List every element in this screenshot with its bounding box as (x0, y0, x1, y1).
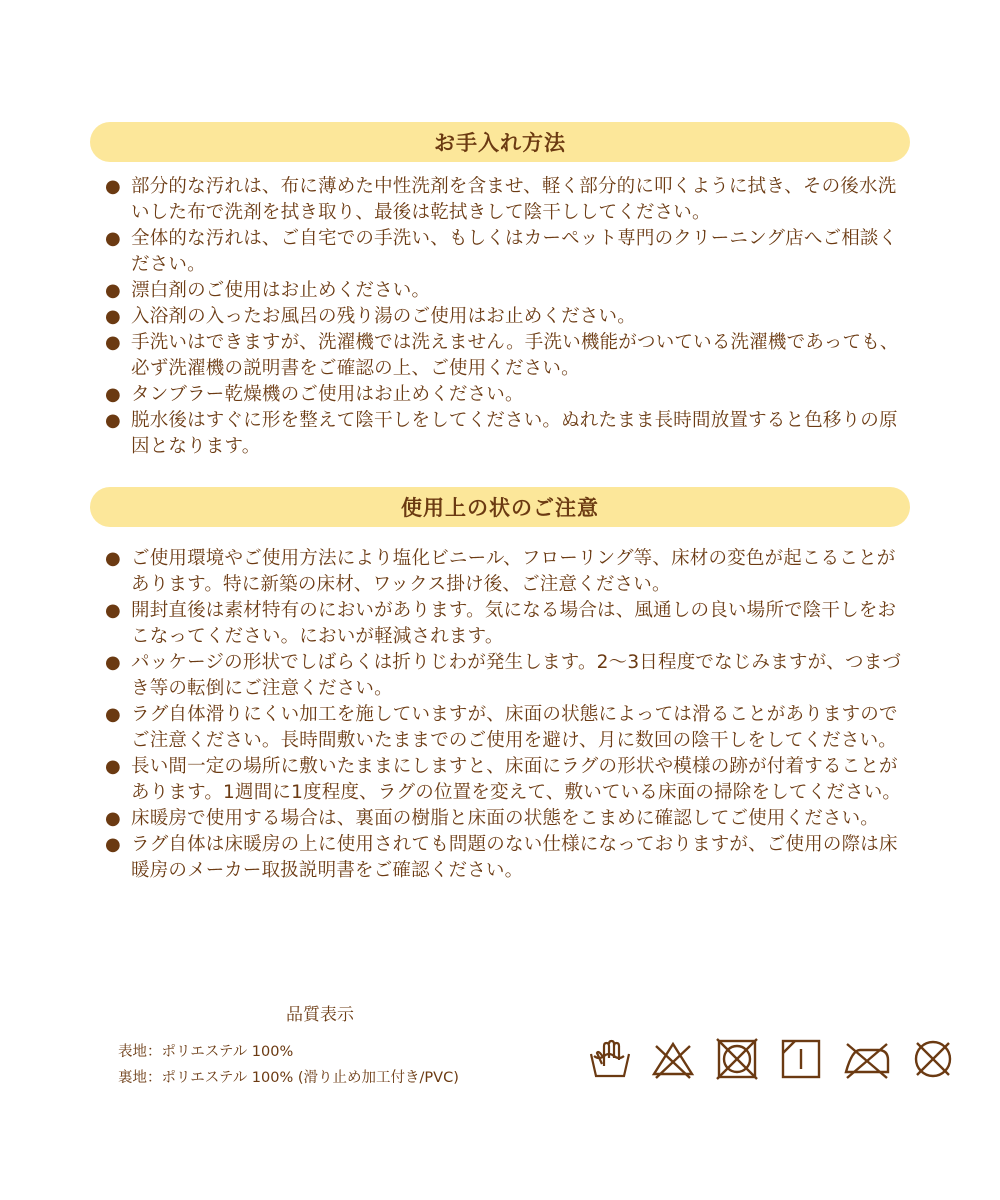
list-item: ● 床暖房で使用する場合は、裏面の樹脂と床面の状態をこまめに確認してご使用ください。 (105, 806, 905, 832)
care-section-header (90, 122, 910, 162)
list-item: ● パッケージの形状でしばらくは折りじわが発生します。2〜3日程度でなじみますが、つまづき等の転倒にご注意ください。 (105, 650, 905, 702)
usage-section-header (90, 487, 910, 527)
quality-title: 品質表示 (286, 1005, 354, 1025)
list-item: ● タンブラー乾燥機のご使用はお止めください。 (105, 382, 905, 408)
list-item: ● 入浴剤の入ったお風呂の残り湯のご使用はお止めください。 (105, 304, 905, 330)
list-item: ● ラグ自体滑りにくい加工を施していますが、床面の状態によっては滑ることがありますのでご注意ください。長時間敷いたままでのご使用を避け、月に数回の陰干しをしてください。 (105, 702, 905, 754)
list-item: ● 部分的な汚れは、布に薄めた中性洗剤を含ませ、軽く部分的に叩くように拭き、その後水洗いした布で洗剤を拭き取り、最後は乾拭きして陰干ししてください。 (105, 174, 905, 226)
no-bleach-icon (650, 1036, 696, 1082)
list-item: ● 全体的な汚れは、ご自宅での手洗い、もしくはカーペット専門のクリーニング店へご相談ください。 (105, 226, 905, 278)
care-section-title: お手入れ方法 (434, 131, 566, 155)
material-back: 裏地：ポリエステル 100% (滑り止め加工付き/PVC) (118, 1070, 459, 1086)
list-item: ● 漂白剤のご使用はお止めください。 (105, 278, 905, 304)
care-symbols (588, 1036, 956, 1082)
care-list (105, 174, 905, 460)
list-item: ● 長い間一定の場所に敷いたままにしますと、床面にラグの形状や模様の跡が付着することがあります。1週間に1度程度、ラグの位置を変えて、敷いている床面の掃除をしてください。 (105, 754, 905, 806)
list-item: ● ラグ自体は床暖房の上に使用されても問題のない仕様になっておりますが、ご使用の際は床暖房のメーカー取扱説明書をご確認ください。 (105, 832, 905, 884)
material-face: 表地：ポリエステル 100% (118, 1044, 294, 1060)
list-item: ● ご使用環境やご使用方法により塩化ビニール、フローリング等、床材の変色が起こることがあります。特に新築の床材、ワックス掛け後、ご注意ください。 (105, 546, 905, 598)
line-dry-shade-icon (778, 1036, 824, 1082)
usage-section-title: 使用上の状のご注意 (401, 496, 599, 520)
list-item: ● 開封直後は素材特有のにおいがあります。気になる場合は、風通しの良い場所で陰干しをおこなってください。においが軽減されます。 (105, 598, 905, 650)
no-dry-clean-icon (910, 1036, 956, 1082)
no-tumble-dry-icon (714, 1036, 760, 1082)
usage-list (105, 546, 905, 884)
list-item: ● 脱水後はすぐに形を整えて陰干しをしてください。ぬれたまま長時間放置すると色移りの原因となります。 (105, 408, 905, 460)
no-iron-icon (842, 1036, 892, 1082)
hand-wash-icon (588, 1036, 632, 1082)
list-item: ● 手洗いはできますが、洗濯機では洗えません。手洗い機能がついている洗濯機であっても、必ず洗濯機の説明書をご確認の上、ご使用ください。 (105, 330, 905, 382)
